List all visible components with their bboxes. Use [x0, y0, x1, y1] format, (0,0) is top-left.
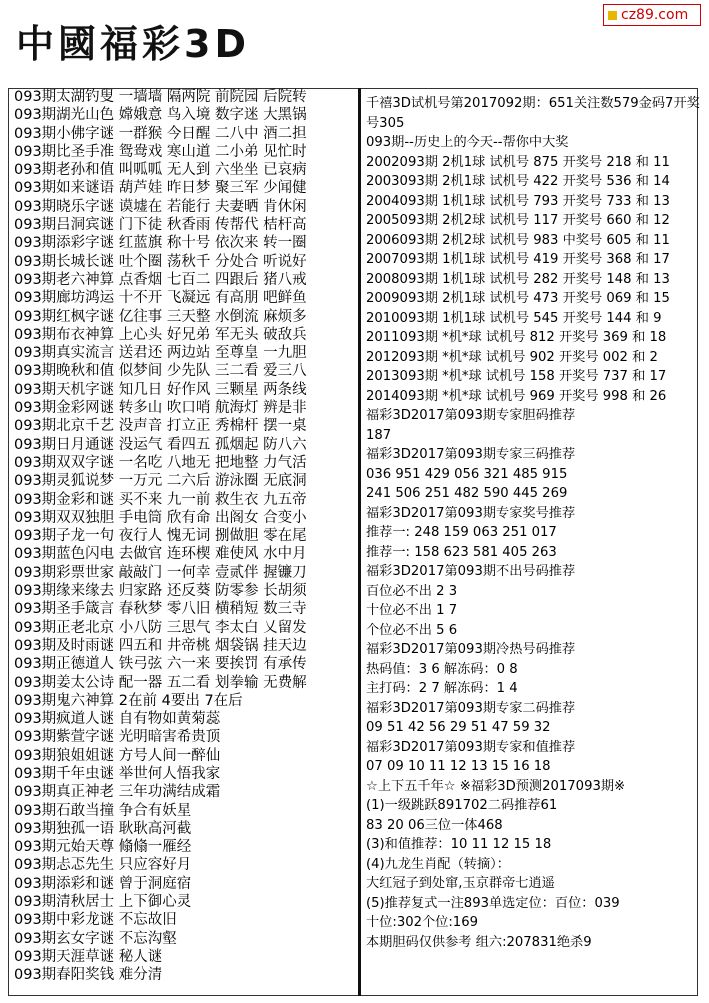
riddle-line: 093期圣手箴言 春秋梦 零八旧 横稍短 数三寺	[14, 601, 307, 618]
prediction-line: 推荐一: 158 623 581 405 263	[366, 544, 557, 560]
riddle-line: 093期忐忑先生 只应容好月	[14, 857, 192, 874]
site-logo: 中國福彩3D	[16, 22, 250, 66]
riddle-line: 093期玄女字谜 不忘沟壑	[14, 930, 177, 947]
riddle-line: 093期元始天尊 翛翛一雁经	[14, 839, 192, 856]
prediction-line: 2014093期 *机*球 试机号 969 开奖号 998 和 26	[366, 388, 667, 404]
riddle-line: 093期中彩龙谜 不忘故旧	[14, 912, 177, 929]
prediction-line: 本期胆码仅供参考 组六:207831绝杀9	[366, 934, 592, 950]
riddle-line: 093期千年虫谜 举世何人悟我家	[14, 765, 221, 782]
riddle-line: 093期真实流言 送君还 两边站 至尊皇 一九胆	[14, 345, 307, 362]
riddle-line: 093期天涯草谜 秘人谜	[14, 948, 163, 965]
prediction-panel	[366, 94, 702, 994]
page-header	[0, 0, 709, 72]
prediction-line: 福彩3D2017第093期冷热号码推荐	[366, 642, 576, 657]
riddle-line: 093期比圣手准 鸳鸯戏 寒山道 二小弟 见忙时	[14, 143, 307, 160]
prediction-line: 福彩3D2017第093期专家胆码推荐	[366, 408, 576, 423]
prediction-line: 2004093期 1机1球 试机号 793 开奖号 733 和 13	[366, 193, 670, 209]
riddle-line: 093期吕洞宾谜 门下徒 秋香雨 传帮代 桔杆高	[14, 217, 307, 234]
riddle-line: 093期布衣神算 上心头 好兄弟 军无头 破敌兵	[14, 326, 307, 343]
prediction-line: 十位必不出 1 7	[366, 603, 458, 618]
prediction-line: 2008093期 1机1球 试机号 282 开奖号 148 和 13	[366, 271, 670, 287]
prediction-line: 2005093期 2机2球 试机号 117 开奖号 660 和 12	[366, 213, 670, 228]
prediction-line: (1)一级跳跃891702二码推荐61	[366, 798, 558, 813]
riddle-line: 093期老六神算 点香烟 七百二 四跟后 猪八戒	[14, 271, 307, 288]
riddle-line: 093期天机字谜 知几日 好作风 三颗星 两条线	[14, 381, 307, 398]
riddle-line: 093期晚秋和值 似梦间 少先队 三二看 爱三八	[14, 363, 307, 380]
riddle-line: 093期彩票世家 敲敲门 一何幸 壹贰伴 握镰刀	[14, 564, 307, 581]
prediction-line: 福彩3D2017第093期专家奖号推荐	[366, 505, 576, 521]
riddle-line: 093期春阳奖钱 难分清	[14, 967, 163, 984]
prediction-line: 83 20 06三位一体468	[366, 817, 503, 833]
prediction-line: 福彩3D2017第093期专家三码推荐	[366, 447, 576, 462]
prediction-line: 2006093期 2机2球 试机号 983 中奖号 605 和 11	[366, 232, 670, 248]
riddle-line: 093期如来谜语 葫芦娃 昨日梦 聚三军 少闻健	[14, 180, 307, 197]
riddle-line: 093期金彩和谜 买不来 九一前 救生衣 九五帝	[14, 491, 307, 508]
prediction-line: 个位必不出 5 6	[366, 622, 458, 638]
riddle-line: 093期小佛字谜 一群猴 今日醒 二八中 酒二担	[14, 125, 307, 142]
prediction-line: 千禧3D试机号第2017092期：651关注数579金码7开奖号305	[366, 96, 700, 131]
prediction-line: 09 51 42 56 29 51 47 59 32	[366, 720, 551, 735]
riddle-line: 093期添彩字谜 红蓝旗 称十号 依次来 转一圈	[14, 235, 307, 252]
prediction-line: 大红冠子到处窜,玉京群帝七逍遥	[366, 876, 555, 891]
riddle-line: 093期疯道人谜 自有物如黄菊蕊	[14, 711, 221, 728]
riddle-line: 093期晓乐字谜 谟墟在 若能行 夫妻晒 肯休闲	[14, 198, 307, 215]
column-divider	[358, 88, 361, 996]
riddle-line: 093期金彩网谜 转多山 吹口哨 航海灯 辨是非	[14, 400, 307, 417]
riddle-line: 093期紫萱字谜 光明暗害希贵顶	[14, 729, 221, 746]
riddle-line: 093期添彩和谜 曾于洞庭宿	[14, 875, 192, 892]
prediction-line: 2010093期 1机1球 试机号 545 开奖号 144 和 9	[366, 310, 662, 326]
riddle-line: 093期灵狐说梦 一万元 二六后 游泳圈 无底洞	[14, 473, 307, 490]
riddle-line: 093期石敢当撞 争合有妖星	[14, 802, 192, 819]
prediction-line: 2013093期 *机*球 试机号 158 开奖号 737 和 17	[366, 369, 667, 384]
prediction-line: 福彩3D2017第093期专家二码推荐	[366, 700, 576, 716]
prediction-line: 热码值：3 6 解冻码：0 8	[366, 661, 518, 677]
watermark-dot-icon	[608, 11, 617, 20]
riddle-line: 093期正老北京 小八防 三思气 李太白 乂留发	[14, 619, 307, 636]
prediction-line: ☆上下五千年☆ ※福彩3D预测2017093期※	[366, 778, 626, 794]
riddle-line: 093期及时雨谜 四五和 井帝桃 烟袋锅 挂天边	[14, 637, 307, 654]
riddle-line: 093期鬼六神算 2在前 4要出 7在后	[14, 692, 243, 709]
prediction-line: (4)九龙生肖配（转摘）：	[366, 856, 510, 872]
riddle-line: 093期子龙一句 夜行人 愧无词 捌做胆 零在尾	[14, 528, 307, 545]
riddle-line: 093期缘来缘去 归家路 还反葵 防零参 长胡须	[14, 583, 307, 600]
riddle-line: 093期清秋居士 上下御心灵	[14, 894, 192, 911]
riddle-line: 093期双双字谜 一名吃 八地无 把地整 力气活	[14, 454, 307, 471]
prediction-line: 福彩3D2017第093期不出号码推荐	[366, 564, 576, 579]
riddle-line: 093期太湖钓叟 一墙墙 隔两院 前院园 后院转	[14, 89, 307, 105]
riddle-line: 093期廊坊鸿运 十不开 飞凝远 有高朋 吧鲜鱼	[14, 290, 307, 307]
riddle-line: 093期正德道人 铁弓弦 六一来 要挨罚 有承传	[14, 656, 307, 673]
prediction-line: 2012093期 *机*球 试机号 902 开奖号 002 和 2	[366, 349, 658, 365]
prediction-line: 241 506 251 482 590 445 269	[366, 486, 568, 501]
riddle-line: 093期老孙和值 叫呱呱 无人到 六坐坐 已哀病	[14, 162, 307, 179]
prediction-line: 093期--历史上的今天--帮你中大奖	[366, 135, 569, 150]
riddle-line: 093期真正神老 三年功满结成霜	[14, 784, 221, 801]
riddle-line: 093期狼姐姐谜 方号人间一醉仙	[14, 747, 221, 764]
prediction-line: 福彩3D2017第093期专家和值推荐	[366, 739, 576, 755]
prediction-line: 十位:302个位:169	[366, 915, 478, 930]
prediction-line: 187	[366, 427, 392, 443]
prediction-line: 2007093期 1机1球 试机号 419 开奖号 368 和 17	[366, 252, 670, 267]
prediction-line: 07 09 10 11 12 13 15 16 18	[366, 759, 551, 774]
riddle-line: 093期湖光山色 嫦娥意 鸟入境 数字迷 大黑锅	[14, 107, 307, 124]
riddle-line: 093期双双独胆 手电筒 欣有命 出阁女 合变小	[14, 509, 307, 526]
prediction-line: 推荐一: 248 159 063 251 017	[366, 525, 557, 540]
riddle-line: 093期长城长谜 吐个圈 荡秋千 分处合 听说好	[14, 253, 307, 270]
riddle-line: 093期姜太公诗 配一器 五二看 划拳输 无费解	[14, 674, 307, 691]
site-watermark[interactable]	[603, 4, 701, 26]
prediction-line: 2003093期 2机1球 试机号 422 开奖号 536 和 14	[366, 174, 670, 189]
riddle-list	[14, 88, 358, 996]
prediction-line: 主打码：2 7 解冻码：1 4	[366, 681, 518, 696]
prediction-line: 2009093期 2机1球 试机号 473 开奖号 069 和 15	[366, 291, 670, 306]
prediction-line: (5)推荐复式一注893单选定位：百位：039	[366, 895, 620, 911]
watermark-text: cz89.com	[621, 7, 689, 23]
prediction-line: 百位必不出 2 3	[366, 583, 458, 599]
prediction-line: 036 951 429 056 321 485 915	[366, 466, 568, 482]
riddle-line: 093期蓝色闪电 去做官 连环楔 难使风 水中月	[14, 546, 307, 563]
riddle-line: 093期独孤一语 耿耿高河截	[14, 820, 192, 837]
prediction-line: 2011093期 *机*球 试机号 812 开奖号 369 和 18	[366, 330, 667, 345]
riddle-line: 093期红枫字谜 亿往事 三天整 水倒流 麻烦多	[14, 308, 307, 325]
riddle-line: 093期北京千艺 没声音 打立正 秀棉杆 摆一桌	[14, 418, 307, 435]
prediction-line: (3)和值推荐：10 11 12 15 18	[366, 837, 552, 852]
riddle-line: 093期日月通谜 没运气 看四五 孤烟起 防八六	[14, 436, 307, 453]
prediction-line: 2002093期 2机1球 试机号 875 开奖号 218 和 11	[366, 154, 670, 170]
